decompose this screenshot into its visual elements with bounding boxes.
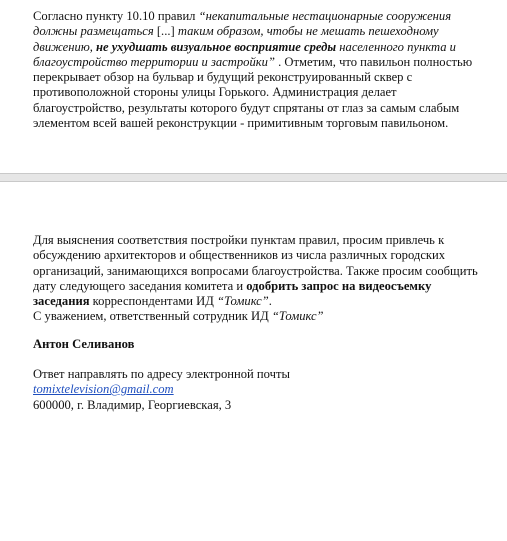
text-line: Для выяснения соответствия постройки пунктам правил, просим привлечь к: [33, 233, 445, 247]
text-line: [33, 55, 473, 70]
text-line: [33, 294, 493, 309]
publisher-name: “Томикс”: [271, 309, 324, 324]
quoted-rule-text: движению,: [33, 39, 96, 54]
text-line: благоустройство, результаты которого будут спрятаны от глаз за самым слабым: [33, 100, 460, 115]
bold-request: одобрить запрос на видеосъемку: [246, 278, 432, 293]
publisher-name: “Томикс”: [217, 294, 269, 309]
contact-block: [33, 367, 290, 413]
contact-intro: Ответ направлять по адресу электронной почты: [33, 367, 290, 381]
text-line: перекрывает обзор на бульвар и будущий реконструированный сквер с: [33, 70, 413, 85]
text-line: обсуждению архитекторов и общественников из числа различных городских: [33, 248, 446, 263]
text-line: [33, 9, 473, 24]
text-line: [33, 279, 493, 294]
email-line: [33, 382, 290, 397]
text-run: . Отметим, что павильон полностью: [274, 54, 473, 69]
document-page-bottom: [0, 182, 507, 541]
request-paragraph: [33, 233, 493, 325]
page-break-separator: [0, 173, 507, 182]
text-run: Согласно пункту 10.10 правил: [33, 9, 199, 23]
quoted-rule-text: благоустройство территории и застройки”: [33, 54, 275, 69]
quoted-rule-emphasis: не ухудшать визуальное восприятие среды: [96, 39, 337, 54]
closing-line: [33, 309, 493, 324]
quoted-rule-text: населенного пункта и: [336, 39, 456, 54]
rules-paragraph: [33, 9, 473, 131]
email-link[interactable]: tomixtelevision@gmail.com: [33, 382, 174, 397]
text-line: [33, 24, 473, 39]
text-run: дату следующего заседания комитета и: [33, 278, 247, 293]
text-run: корреспондентами ИД: [89, 294, 217, 309]
text-run: С уважением, ответственный сотрудник ИД: [33, 309, 272, 324]
text-line: организаций, занимающихся вопросами благоустройства. Также просим сообщить: [33, 263, 478, 278]
quoted-rule-text: таким образом, чтобы не мешать пешеходному: [177, 24, 439, 39]
quoted-rule-text: должны размещаться: [33, 24, 154, 39]
text-run: [...]: [153, 24, 178, 39]
quoted-rule-text: “некапитальные нестационарные сооружения: [198, 9, 452, 23]
postal-address: 600000, г. Владимир, Георгиевская, 3: [33, 397, 232, 412]
document-page-top: [0, 0, 507, 173]
text-line: элементом всей вашей реконструкции - примитивным торговым павильоном.: [33, 116, 449, 131]
bold-request: заседания: [33, 294, 90, 309]
signer-name: Антон Селиванов: [33, 337, 135, 351]
text-run: .: [268, 294, 272, 309]
text-line: противоположной стороны улицы Горького. Администрация делает: [33, 85, 397, 100]
text-line: [33, 40, 473, 55]
